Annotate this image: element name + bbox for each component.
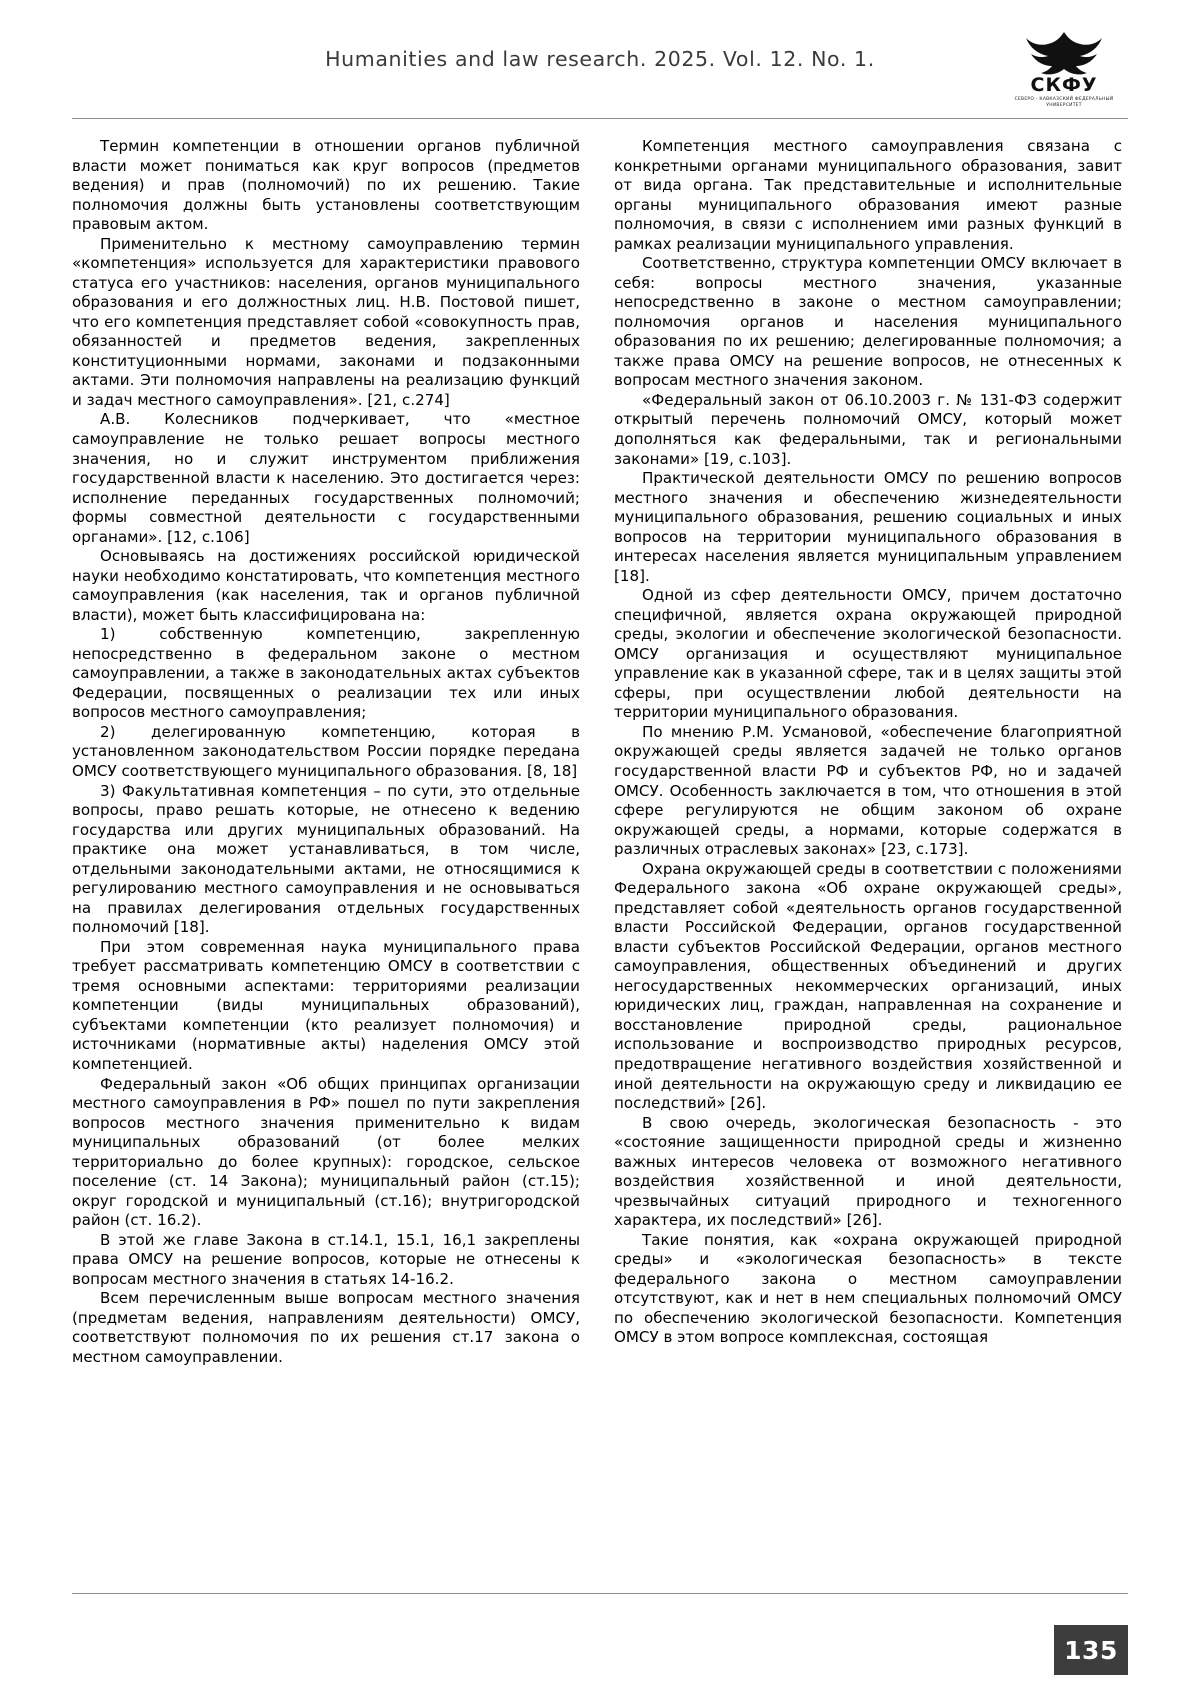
paragraph: Термин компетенции в отношении органов публичной власти может пониматься как круг вопросов (предметов ведения) и прав (полномочий) по их решению. Такие полномочия должны быть установлены соответствующим правовым актом. — [72, 137, 580, 234]
paragraph: Всем перечисленным выше вопросам местного значения (предметам ведения, направлениям деятельности) ОМСУ, соответствуют полномочия по их решения ст.17 закона о местном самоуправлении. — [72, 1289, 580, 1366]
paragraph: 2) делегированную компетенцию, которая в установленном законодательством России порядке передана ОМСУ соответствующего муниципального образования. [8, 18] — [72, 722, 580, 780]
paragraph: Основываясь на достижениях российской юридической науки необходимо констатировать, что компетенция местного самоуправления (как населения, так и органов публичной власти), может быть классифицирована на: — [72, 547, 580, 624]
paragraph: Соответственно, структура компетенции ОМСУ включает в себя: вопросы местного значения, указанные непосредственно в законе о местном самоуправлении; полномочия органов и населения муниципального образования по их решению; делегированные полномочия; а также права ОМСУ на решение вопросов, не отнесенных к вопросам местного значения законом. — [614, 254, 1122, 390]
paragraph: Федеральный закон «Об общих принципах организации местного самоуправления в РФ» пошел по пути закрепления вопросов местного значения применительно к видам муниципальных образований (от более мелких территориально до более крупных): городское, сельское поселение (ст. 14 Закона); муниципальный район (ст.15); округ городской и муниципальный (ст.16); внутригородской район (ст. 16.2). — [72, 1074, 580, 1230]
paragraph: Практической деятельности ОМСУ по решению вопросов местного значения и обеспечению жизнедеятельности муниципального образования, решению социальных и иных вопросов на территории муниципального образования в интересах населения является муниципальным управлением [18]. — [614, 469, 1122, 585]
article-body — [0, 119, 1200, 1367]
paragraph: Такие понятия, как «охрана окружающей природной среды» и «экологическая безопасность» в тексте федерального закона о местном самоуправлении отсутствуют, как и нет в нем специальных полномочий ОМСУ по обеспечению экологической безопасности. Компетенция ОМСУ в этом вопросе комплексная, состоящая — [614, 1230, 1122, 1347]
column-right — [614, 137, 1122, 1367]
paragraph: Компетенция местного самоуправления связана с конкретными органами муниципального образования, завит от вида органа. Так представительные и исполнительные органы муниципального образования имеют разные полномочия, в связи с исполнением ими разных функций в рамках реализации муниципального управления. — [614, 137, 1122, 253]
paragraph: Применительно к местному самоуправлению термин «компетенция» используется для характеристики правового статуса его участников: населения, органов муниципального образования и его должностных лиц. Н.В. Постовой пишет, что его компетенция представляет собой «совокупность прав, обязанностей и предметов ведения, закрепленных конституционными нормами, законами и подзаконными актами. Эти полномочия направлены на реализацию функций и задач местного самоуправления». [21, с.274] — [72, 234, 580, 409]
university-logo — [1004, 28, 1124, 108]
running-title: Humanities and law research. 2025. Vol. 12. No. 1. — [325, 47, 875, 71]
column-left — [72, 137, 580, 1367]
paragraph: В этой же главе Закона в ст.14.1, 15.1, 16,1 закреплены права ОМСУ на решение вопросов, которые не отнесены к вопросам местного значения в статьях 14-16.2. — [72, 1230, 580, 1288]
paragraph: «Федеральный закон от 06.10.2003 г. № 131-ФЗ содержит открытый перечень полномочий ОМСУ, который может дополняться как федеральными, так и региональными законами» [19, с.103]. — [614, 390, 1122, 468]
paragraph: По мнению Р.М. Усмановой, «обеспечение благоприятной окружающей среды является задачей не только органов государственной власти РФ и субъектов РФ, но и задачей ОМСУ. Особенность заключается в том, что отношения в этой сфере регулируются не общим законом об охране окружающей среды, а нормами, которые содержатся в различных отраслевых законах» [23, с.173]. — [614, 722, 1122, 859]
paragraph: А.В. Колесников подчеркивает, что «местное самоуправление не только решает вопросы местного значения, но и служит инструментом приближения государственной власти к населению. Это достигается через: исполнение переданных государственных полномочий; формы совместной деятельности с государственными органами». [12, с.106] — [72, 410, 580, 546]
paragraph: Одной из сфер деятельности ОМСУ, причем достаточно специфичной, является охрана окружающей природной среды, экологии и обеспечение экологической безопасности. ОМСУ организация и осуществляют муниципальное управление как в указанной сфере, так и в целях защиты этой сферы, при осуществлении любой деятельности на территории муниципального образования. — [614, 586, 1122, 722]
footer-divider — [72, 1593, 1128, 1594]
paragraph: При этом современная наука муниципального права требует рассматривать компетенцию ОМСУ в соответствии с тремя основными аспектами: территориями реализации компетенции (виды муниципальных образований), субъектами компетенции (кто реализует полномочия) и источниками (нормативные акты) наделения ОМСУ этой компетенцией. — [72, 937, 580, 1073]
paragraph: 3) Факультативная компетенция – по сути, это отдельные вопросы, право решать которые, не отнесено к ведению государства или других муниципальных образований. На практике она может устанавливаться, в том числе, отдельными законодательными актами, не относящимися к регулированию местного самоуправления и не основываться на правилах делегирования отдельных государственных полномочий [18]. — [72, 781, 580, 937]
paragraph: 1) собственную компетенцию, закрепленную непосредственно в федеральном законе о местном самоуправлении, а также в законодательных актах субъектов Федерации, посвященных о реализации тех или иных вопросов местного самоуправления; — [72, 625, 580, 722]
eagle-icon — [1016, 28, 1112, 78]
logo-subtitle: СЕВЕРО - КАВКАЗСКИЙ ФЕДЕРАЛЬНЫЙ УНИВЕРСИТЕТ — [1014, 97, 1114, 108]
page-number: 135 — [1054, 1625, 1128, 1675]
paragraph: Охрана окружающей среды в соответствии с положениями Федерального закона «Об охране окружающей среды», представляет собой «деятельность органов государственной власти Российской Федерации, органов государственной власти субъектов Российской Федерации, органов местного самоуправления, общественных объединений и других негосударственных некоммерческих организаций, иных юридических лиц, граждан, направленная на сохранение и восстановление природной среды, рациональное использование и воспроизводство природных ресурсов, предотвращение негативного воздействия хозяйственной и иной деятельности на окружающую среду и ликвидацию ее последствий» [26]. — [614, 859, 1122, 1113]
page-footer — [0, 1577, 1200, 1697]
logo-abbr: СКФУ — [1030, 74, 1098, 96]
page-header — [0, 0, 1200, 118]
paragraph: В свою очередь, экологическая безопасность - это «состояние защищенности природной среды и жизненно важных интересов человека от возможного негативного воздействия хозяйственной и иной деятельности, чрезвычайных ситуаций природного и техногенного характера, их последствий» [26]. — [614, 1113, 1122, 1230]
